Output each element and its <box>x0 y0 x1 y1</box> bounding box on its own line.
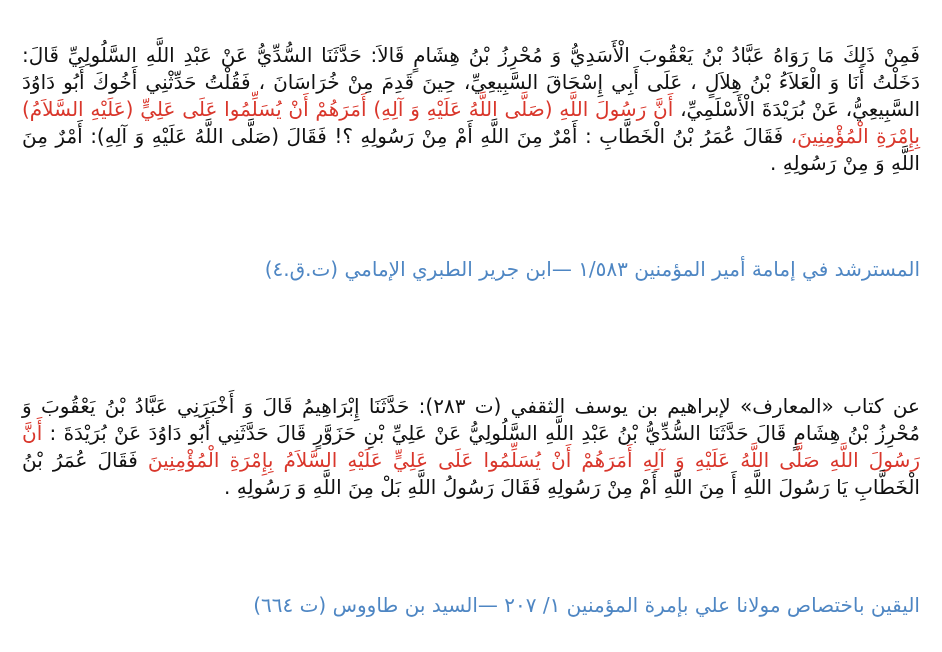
passage-1-text-start: فَمِنْ ذَلِكَ مَا رَوَاهُ عَبَّادُ بْنُ يَعْقُوبَ الْأَسَدِيُّ وَ مُحْرِزُ بْنُ هِشَامٍ قَالاَ: حَدَّثَنَا السُّدِّيُّ عَنْ عَبْدِ اللَّهِ السَّلُولِيِّ قَالَ: دَخَلْتُ أَنَا وَ الْعَلاَءُ بْنُ هِلاَلٍ ، عَلَى أَبِي إِسْحَاقَ السَّبِيعِيِّ، حِينَ قَدِمَ مِنْ خُرَاسَانَ ، فَقُلْتُ حَدِّثْنِي أَخُوكَ أَبُو دَاوُدَ السَّبِيعِيُّ، عَنْ بُرَيْدَةَ الْأَسْلَمِيِّ، <box>22 43 920 121</box>
passage-2-text-start: عن كتاب «المعارف» لإبراهيم بن يوسف الثقفي (ت ٢٨٣): حَدَّثَنَا إِبْرَاهِيمُ قَالَ وَ أَخْبَرَنِي عَبَّادُ بْنُ يَعْقُوبَ وَ مُحْرِزُ بْنُ هِشَامٍ قَالَ حَدَّثَنَا السُّدِّيُّ بْنُ عَبْدِ اللَّهِ السَّلُولِيُّ عَنْ عَلِيِّ بْنِ حَزَوَّرٍ قَالَ حَدَّثَنِي أَبُو دَاوُدَ عَنْ بُرَيْدَةَ : <box>22 394 920 445</box>
passage-1-text-end: فَقَالَ عُمَرُ بْنُ الْخَطَّابِ : أَمْرٌ مِنَ اللَّهِ أَمْ مِنْ رَسُولِهِ ؟! فَقَالَ (صَلَّى اللَّهُ عَلَيْهِ وَ آلِهِ): أَمْرٌ مِنَ اللَّهِ وَ مِنْ رَسُولِهِ . <box>22 124 920 175</box>
source-citation-1: المسترشد في إمامة أمير المؤمنين ١/٥٨٣ —ابن جرير الطبري الإمامي (ت.ق.٤) <box>264 257 920 281</box>
hadith-passage-1 <box>22 42 920 177</box>
passage-2-text-end: فَقَالَ عُمَرُ بْنُ الْخَطَّابِ يَا رَسُولَ اللَّهِ أَ مِنَ اللَّهِ أَمْ مِنْ رَسُولِهِ فَقَالَ رَسُولُ اللَّهِ بَلْ مِنَ اللَّهِ وَ رَسُولِهِ . <box>22 448 920 499</box>
hadith-passage-2 <box>22 393 920 501</box>
passage-1-highlight: أَنَّ رَسُولَ اللَّهِ (صَلَّى اللَّهُ عَلَيْهِ وَ آلِهِ) أَمَرَهُمْ أَنْ يُسَلِّمُوا عَلَى عَلِيٍّ (عَلَيْهِ السَّلاَمُ) بِإِمْرَةِ الْمُؤْمِنِينَ، <box>22 97 920 148</box>
source-citation-2: اليقين باختصاص مولانا علي بإمرة المؤمنين ١/ ٢٠٧ —السيد بن طاووس (ت ٦٦٤) <box>253 593 920 617</box>
passage-2-highlight: أَنَّ رَسُولَ اللَّهِ صَلَّى اللَّهُ عَلَيْهِ وَ آلِهِ أَمَرَهُمْ أَنْ يُسَلِّمُوا عَلَى عَلِيٍّ عَلَيْهِ السَّلاَمُ بِإِمْرَةِ الْمُؤْمِنِينَ <box>22 421 920 472</box>
